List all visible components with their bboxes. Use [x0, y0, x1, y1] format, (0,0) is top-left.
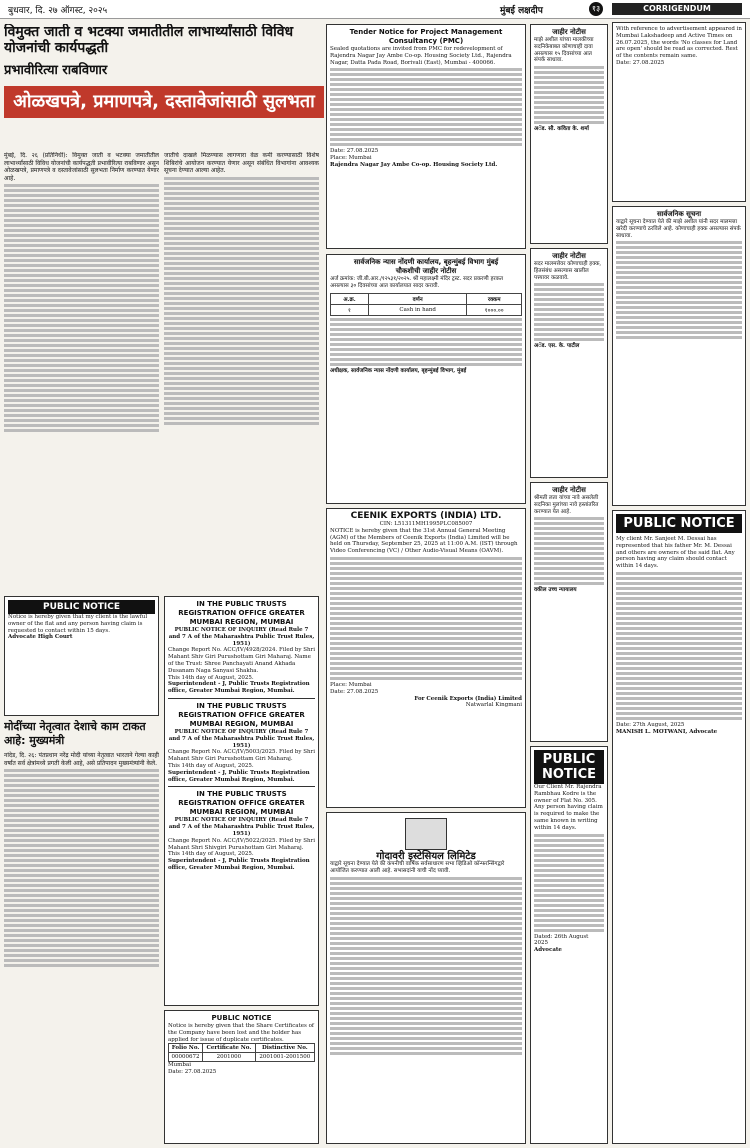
pwd-th: वर्णन — [368, 293, 466, 304]
col4-public-notice — [530, 746, 608, 1144]
col4-notice-title: जाहीर नोटीस — [552, 252, 586, 260]
ceenik-signatory: Natwarlal Kingmani — [465, 702, 522, 709]
pmc-place: Place: Mumbai — [330, 155, 372, 162]
trust-notice-date: This 14th day of August, 2025. — [168, 762, 254, 769]
pwd-title: सार्वजनिक न्यास नोंदणी कार्यालय, बृहन्मुंबई विभाग मुंबई — [353, 258, 499, 266]
col5-text-lines — [616, 572, 742, 720]
main-article-body-1 — [4, 152, 159, 592]
pwd-td: १ — [331, 304, 369, 315]
share-th: Distinctive No. — [255, 1044, 314, 1053]
ceenik-title: CEENIK EXPORTS (INDIA) LTD. — [350, 511, 502, 521]
article-text-lines — [4, 184, 159, 432]
col5-public-notice-date: Date: 27th August, 2025 — [616, 721, 685, 728]
col4-notice-title: जाहीर नोटीस — [552, 486, 586, 494]
pwd-sub: चौकशीची जाहीर नोटीस — [395, 267, 457, 275]
ceenik-sign: For Ceenik Exports (India) Limited — [414, 695, 522, 702]
col4-text-lines — [534, 283, 604, 341]
divider — [168, 786, 315, 787]
col4-notice-sign: वकील उच्च न्यायालय — [534, 587, 577, 594]
ceenik-cin: CIN: L51311MH1995PLC085007 — [379, 521, 473, 527]
trust-notice-body: Change Report No. ACC/IV/4928/2024. Filed by Shri Mahant Shiv Giri Purushottam Giri Maharaj. Name of the Trust: Shree Panchayati Anand Akhada Dusanam Naga Sanyasi Shakha. — [168, 647, 315, 674]
pmc-sign: Rajendra Nagar Jay Ambe Co-op. Housing Society Ltd. — [330, 161, 498, 168]
share-notice — [164, 1010, 319, 1144]
col4-notice-sign: अॅड. एस. के. पाटील — [534, 343, 580, 350]
col4-notice-body: सदर मालमत्तेवर कोणाचाही हक्क, हितसंबंध असल्यास खालील पत्त्यावर कळवावे. — [534, 261, 602, 281]
public-notice-small-title: PUBLIC NOTICE — [8, 600, 155, 614]
main-headline-block — [4, 24, 324, 58]
trust-notice-2 — [168, 702, 315, 783]
share-table — [168, 1043, 315, 1062]
article-text-lines — [4, 769, 159, 967]
godavari-title: गोदावरी इस्टेसियल लिमिटेड — [376, 851, 476, 862]
col5-text-lines — [616, 241, 742, 339]
share-notice-place: Mumbai — [168, 1062, 191, 1069]
issue-date: बुधवार, दि. २७ ऑगस्ट, २०२५ — [8, 6, 108, 16]
col5-public-notice — [612, 510, 746, 1144]
main-body-text-1: मुंबई, दि. २६ (प्रतिनिधी): विमुक्त जाती व भटक्या जमातीतील लाभार्थ्यांसाठी विविध योजनांची कार्यपद्धती प्रभावीरित्या राबविणार असून ओळखपत्रे, प्रमाणपत्रे व दस्तावेजांसाठी सुलभता निर्माण करण्यात येणार आहे. — [4, 152, 159, 182]
pwd-th: अ.क्र. — [331, 293, 369, 304]
share-td: 2001001-2001500 — [255, 1053, 314, 1062]
trust-notice-title: IN THE PUBLIC TRUSTS REGISTRATION OFFICE GREATER MUMBAI REGION, MUMBAI — [178, 600, 305, 626]
col4-public-notice-title: PUBLIC NOTICE — [534, 750, 604, 784]
main-article-body-2 — [164, 152, 319, 592]
col4-text-lines — [534, 66, 604, 124]
share-th: Certificate No. — [203, 1044, 256, 1053]
pwd-td: १०००.०० — [467, 304, 522, 315]
share-notice-title: PUBLIC NOTICE — [211, 1014, 272, 1022]
article-text-lines — [164, 177, 319, 425]
col4-text-lines — [534, 834, 604, 932]
col4-notice-body: माझे अशील यांच्या मालकीच्या सदनिकेबाबत कोणाचाही दावा असल्यास १५ दिवसांच्या आत संपर्क साधावा. — [534, 37, 594, 64]
col5-public-notice-sign: MANISH L. MOTWANI, Advocate — [616, 728, 718, 735]
subheadline-block — [4, 60, 324, 80]
godavari-body: याद्वारे सूचना देण्यात येते की कंपनीची वार्षिक सर्वसाधारण सभा व्हिडिओ कॉन्फरन्सिंगद्वारे आयोजित करण्यात आली आहे. सभासदांनी याची नोंद घ्यावी. — [330, 861, 505, 874]
trust-notice-3 — [168, 790, 315, 871]
public-notice-small — [4, 596, 159, 716]
corrigendum-date: Date: 27.08.2025 — [616, 59, 665, 66]
divider — [168, 698, 315, 699]
col4-notice-title: जाहीर नोटीस — [552, 28, 586, 36]
trust-notice-title: IN THE PUBLIC TRUSTS REGISTRATION OFFICE GREATER MUMBAI REGION, MUMBAI — [178, 790, 305, 817]
godavari-notice — [326, 812, 526, 1144]
ceenik-notice — [326, 508, 526, 808]
company-logo-icon — [405, 818, 447, 850]
public-notice-small-body: Notice is hereby given that my client is the lawful owner of the flat and any person having claim is requested to contact within 15 days. — [8, 614, 148, 634]
modi-headline: मोदींच्या नेतृत्वात देशाचे काम टाकत आहे: मुख्यमंत्री — [4, 720, 146, 747]
col5-marathi-notice — [612, 206, 746, 506]
page-header — [0, 0, 750, 19]
modi-article — [4, 720, 159, 1140]
trust-notice-sub: PUBLIC NOTICE OF INQUIRY (Read Rule 7 and 7 A of the Maharashtra Public Trust Rules, 1951) — [168, 817, 315, 837]
col4-notice-2 — [530, 248, 608, 478]
ceenik-date: Date: 27.08.2025 — [330, 688, 379, 695]
trust-notice-sign: Superintendent - J, Public Trusts Registration office, Greater Mumbai Region, Mumbai. — [168, 681, 310, 695]
col5-marathi-title: सार्वजनिक सूचना — [656, 210, 702, 218]
pmc-text-lines — [330, 68, 522, 146]
share-td: 00000672 — [169, 1053, 203, 1062]
trust-notice-sign: Superintendent - J, Public Trusts Registration office, Greater Mumbai Region, Mumbai. — [168, 769, 310, 783]
pmc-title: Tender Notice for Project Management Consultancy (PMC) — [349, 28, 503, 45]
trust-notices — [164, 596, 319, 1006]
col4-public-notice-date: Dated: 26th August 2025 — [534, 933, 589, 947]
pmc-body: Sealed quotations are invited from PMC for redevelopment of Rajendra Nagar Jay Ambe Co-op. Housing Society Ltd., Rajendra Nagar, Datta Pada Road, Borivali (East), Mumbai - 400066. — [330, 46, 512, 66]
trust-notice-date: This 14th day of August, 2025. — [168, 851, 254, 858]
share-notice-body: Notice is hereby given that the Share Certificates of the Company have been lost and the holder has applied for issue of duplicate certificates. — [168, 1023, 314, 1043]
main-body-text-2: जातीचे दाखले मिळण्यास लागणारा वेळ कमी करण्यासाठी विशेष शिबिरांचे आयोजन करण्यात येणार असून संबंधित विभागांना आवश्यक सूचना देण्यात आल्या आहेत. — [164, 152, 319, 174]
trust-notice-title: IN THE PUBLIC TRUSTS REGISTRATION OFFICE GREATER MUMBAI REGION, MUMBAI — [178, 701, 305, 728]
modi-body: नांदेड, दि. २६: पंतप्रधान नरेंद्र मोदी यांच्या नेतृत्वात भारताने गेल्या काही वर्षांत सर्व क्षेत्रांमध्ये प्रगती केली आहे, असे प्रतिपादन मुख्यमंत्र्यांनी केले. — [4, 752, 159, 767]
main-headline: विमुक्त जाती व भटक्या जमातीतील लाभार्थ्यांसाठी विविध योजनांची कार्यपद्धती — [4, 24, 294, 56]
main-banner: ओळखपत्रे, प्रमाणपत्रे, दस्तावेजांसाठी सुलभता — [4, 86, 324, 118]
pwd-text-lines — [330, 318, 522, 366]
col4-notice-body: श्रीमती लता यांच्या नावे असलेली सदनिका मुलांच्या नावे हस्तांतरित करण्यात येत आहे. — [534, 495, 599, 515]
pwd-sign: अधीक्षक, सार्वजनिक न्यास नोंदणी कार्यालय, बृहन्मुंबई विभाग, मुंबई — [330, 367, 467, 374]
share-th: Folio No. — [169, 1044, 203, 1053]
ceenik-text-lines — [330, 557, 522, 680]
col5-public-notice-body: My client Mr. Sanjeet M. Dessai has represented that his father Mr. M. Dessai and others are owners of the said flat. Any person having any claim should contact within 14 days. — [616, 536, 735, 570]
newspaper-name: मुंबई लक्षदीप — [500, 6, 543, 16]
trust-notice-body: Change Report No. ACC/IV/5003/2025. Filed by Shri Mahant Shiv Giri Purushottam Giri Maharaj. — [168, 749, 315, 763]
col5-public-notice-title: PUBLIC NOTICE — [616, 514, 742, 533]
pwd-td: Cash in hand — [368, 304, 466, 315]
col4-notice-3 — [530, 482, 608, 742]
pwd-body: अर्ज क्रमांक: जी.बी.आर./१२५३१/२०२५. श्री महालक्ष्मी मंदिर ट्रस्ट. सदर प्रकरणी हरकत असल्यास ३० दिवसांच्या आत कार्यालयात सादर करावी. — [330, 276, 503, 289]
col4-public-notice-sign: Advocate — [534, 947, 562, 954]
trust-notice-1 — [168, 600, 315, 695]
trust-notice-date: This 14th day of August, 2025. — [168, 674, 254, 681]
col4-notice-sign: अॅड. सौ. कविता के. शर्मा — [534, 126, 589, 133]
corrigendum-notice — [612, 22, 746, 202]
pwd-notice — [326, 254, 526, 504]
public-notice-small-sign: Advocate High Court — [8, 634, 73, 641]
col4-notice-1 — [530, 24, 608, 244]
page-number: १३ — [589, 2, 603, 16]
col4-public-notice-body: Our Client Mr. Rajendra Rambhau Kodre is the owner of Flat No. 305. Any person having claim is required to make the same known in writing within 14 days. — [534, 784, 603, 831]
share-td: 2001000 — [203, 1053, 256, 1062]
trust-notice-body: Change Report No. ACC/IV/5022/2025. Filed by Shri Mahant Shri Shivgiri Purushottam Giri Maharaj. — [168, 837, 315, 851]
ceenik-place: Place: Mumbai — [330, 681, 372, 688]
ceenik-body: NOTICE is hereby given that the 31st Annual General Meeting (AGM) of the Members of Ceenik Exports (India) Limited will be held on Thursday, September 25, 2025 at 11:00 A.M. (IST) through Video Conferencing (VC) / Other Audio-Visual Means (OAVM). — [330, 527, 518, 555]
trust-notice-sub: PUBLIC NOTICE OF INQUIRY (Read Rule 7 and 7 A of the Maharashtra Public Trust Rules, 1951) — [168, 728, 315, 749]
col4-text-lines — [534, 517, 604, 585]
pmc-date: Date: 27.08.2025 — [330, 148, 379, 155]
main-subheadline: प्रभावीरित्या राबविणार — [4, 63, 108, 78]
pwd-table — [330, 293, 522, 316]
banner-block — [4, 86, 324, 146]
corrigendum-heading: CORRIGENDUM — [612, 3, 742, 15]
trust-notice-sub: PUBLIC NOTICE OF INQUIRY (Read Rule 7 and 7 A of the Maharashtra Public Trust Rules, 1951) — [168, 627, 315, 647]
share-notice-date: Date: 27.08.2025 — [168, 1069, 217, 1076]
corrigendum-body: With reference to advertisement appeared in Mumbai Lakshadeep and Active Times on 26.07.2025, the words 'No classes for Land are open' should be read as corrected. Rest of the contents remain same. — [616, 26, 742, 60]
pmc-tender — [326, 24, 526, 249]
godavari-text-lines — [330, 877, 522, 1055]
pwd-th: रक्कम — [467, 293, 522, 304]
col5-marathi-body: याद्वारे सूचना देण्यात येते की माझे अशील यांनी सदर मालमत्ता खरेदी करण्याचे ठरविले आहे. कोणाचाही हक्क असल्यास संपर्क साधावा. — [616, 219, 741, 239]
trust-notice-sign: Superintendent - J, Public Trusts Registration office, Greater Mumbai Region, Mumbai. — [168, 858, 310, 871]
